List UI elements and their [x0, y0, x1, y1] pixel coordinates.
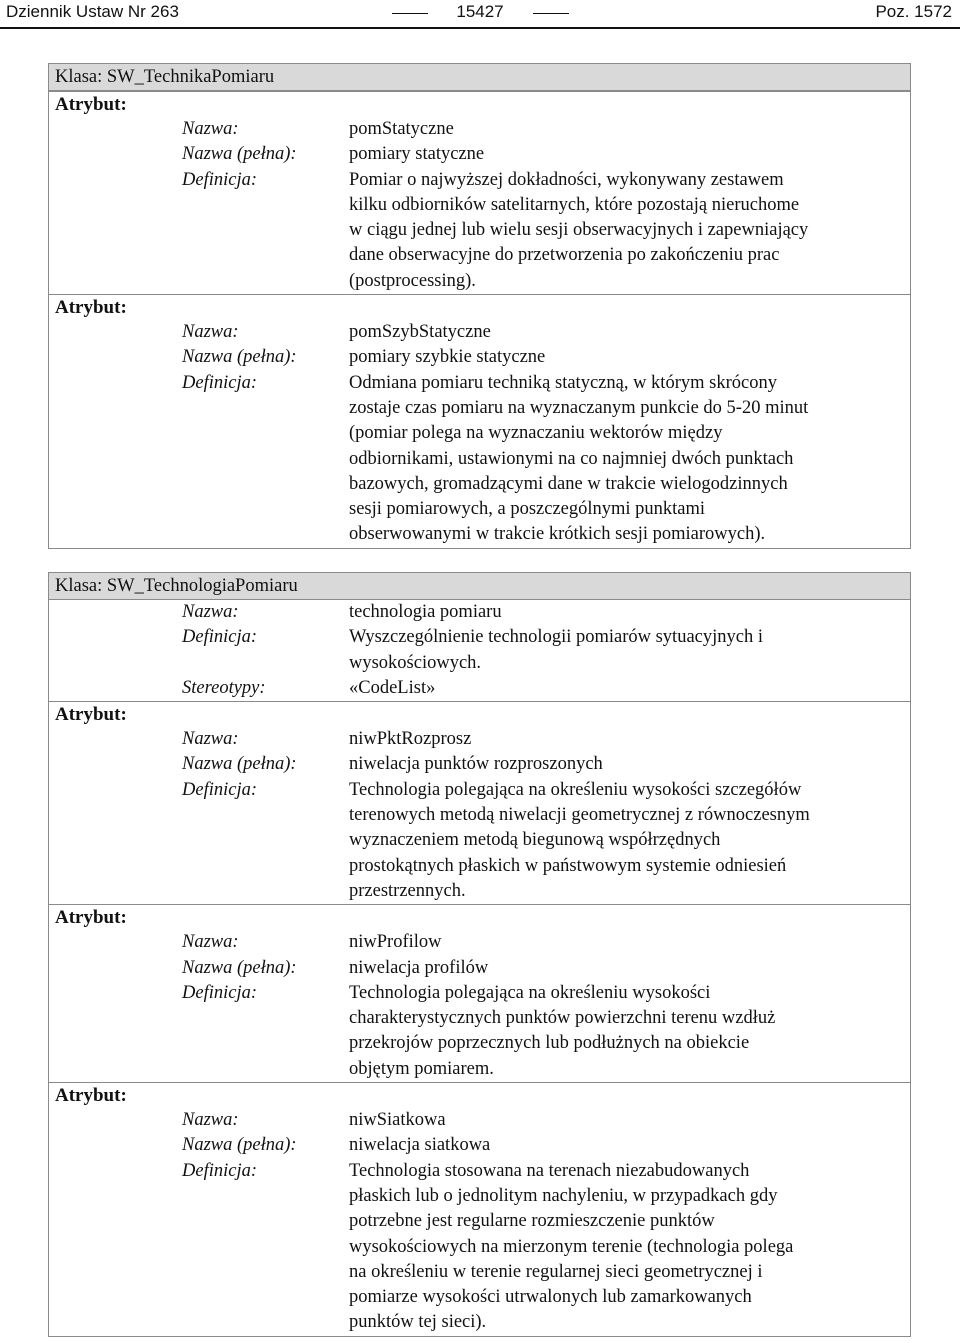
field-key: Nazwa (pełna): [182, 1135, 297, 1156]
field-value: niwelacja profilów [349, 957, 489, 978]
field-key: Stereotypy: [182, 677, 266, 698]
class-title: Klasa: SW_TechnologiaPomiaru [49, 573, 910, 600]
field-value: technologia pomiaru [349, 602, 502, 622]
attribute-fullname-row [49, 345, 910, 370]
field-value: niwelacja siatkowa [349, 1135, 491, 1156]
field-key: Nazwa: [182, 322, 239, 343]
page-number: 15427 [456, 2, 504, 21]
attribute-name-row [49, 727, 910, 752]
field-key: Definicja: [182, 982, 258, 1003]
field-key: Nazwa (pełna): [182, 754, 297, 775]
field-value: pomStatyczne [349, 119, 454, 139]
field-value: niwSiatkowa [349, 1110, 446, 1131]
definition-line: kilku odbiorników satelitarnych, które pozostają nieruchome [349, 194, 800, 215]
definition-line: punktów tej sieci). [349, 1312, 487, 1333]
field-key: Nazwa: [182, 932, 239, 953]
field-key: Definicja: [182, 1160, 258, 1181]
field-key: Nazwa (pełna): [182, 347, 297, 368]
attribute-definition-row [49, 981, 910, 1082]
header-rule [0, 27, 960, 29]
field-key: Nazwa: [182, 729, 239, 750]
field-key: Nazwa: [182, 602, 239, 622]
field-value: pomiary statyczne [349, 144, 485, 165]
attribute-name-row [49, 320, 910, 345]
attribute-fullname-row [49, 956, 910, 981]
definition-line: obserwowanymi w trakcie krótkich sesji pomiarowych). [349, 524, 766, 545]
definition-line: wyznaczeniem metodą biegunową współrzędnych [349, 830, 721, 851]
definition-line: charakterystycznych punktów powierzchni terenu wzdłuż [349, 1008, 776, 1029]
attribute-definition-row [49, 778, 910, 904]
definition-line: Technologia polegająca na określeniu wysokości szczegółów [349, 779, 802, 800]
class-block-technika-pomiaru [48, 63, 911, 549]
attribute-label: Atrybut: [55, 94, 127, 115]
attribute-name-row [49, 117, 910, 142]
definition-text [349, 1159, 904, 1336]
definition-line: Odmiana pomiaru techniką statyczną, w którym skrócony [349, 372, 777, 393]
class-title: Klasa: SW_TechnikaPomiaru [49, 64, 910, 91]
header-dash-right [533, 13, 569, 14]
attribute-definition-row [49, 1159, 910, 1336]
definition-line: odbiornikami, ustawionymi na co najmniej dwóch punktach [349, 448, 794, 469]
field-value: pomiary szybkie statyczne [349, 347, 546, 368]
field-key: Nazwa (pełna): [182, 957, 297, 978]
definition-line: pomiarze wysokości utrwalonych lub zamarkowanych [349, 1287, 752, 1308]
class-block-technologia-pomiaru [48, 572, 911, 1337]
attribute-fullname-row [49, 752, 910, 777]
definition-line: prostokątnych płaskich w państwowym systemie odniesień [349, 855, 787, 876]
header-dash-left [392, 13, 428, 14]
definition-text [349, 981, 904, 1082]
attribute-label: Atrybut: [55, 297, 127, 319]
definition-text [349, 625, 904, 676]
attribute-definition-row [49, 168, 910, 294]
definition-line: (pomiar polega na wyznaczaniu wektorów między [349, 423, 723, 444]
definition-line: bazowych, gromadzącymi dane w trakcie wielogodzinnych [349, 473, 788, 494]
class-name-row [49, 600, 910, 625]
definition-line: Wyszczególnienie technologii pomiarów sytuacyjnych i [349, 627, 763, 648]
class-definition-row [49, 625, 910, 676]
definition-line: zostaje czas pomiaru na wyznaczanym punkcie do 5-20 minut [349, 397, 809, 418]
page-header [0, 0, 960, 26]
definition-line: przestrzennych. [349, 880, 466, 901]
definition-line: terenowych metodą niwelacji geometrycznej z równoczesnym [349, 805, 810, 826]
attribute-definition-row [49, 371, 910, 548]
definition-line: potrzebne jest regularne rozmieszczenie punktów [349, 1211, 715, 1232]
position-number: Poz. 1572 [875, 2, 952, 21]
class-properties [49, 600, 910, 701]
attribute-block [49, 904, 910, 1082]
definition-text [349, 371, 904, 548]
definition-line: Pomiar o najwyższej dokładności, wykonywany zestawem [349, 169, 784, 190]
field-key: Definicja: [182, 627, 258, 648]
field-key: Nazwa (pełna): [182, 144, 297, 165]
definition-line: objętym pomiarem. [349, 1058, 494, 1079]
field-value: «CodeList» [349, 677, 436, 698]
attribute-fullname-row [49, 142, 910, 167]
attribute-block [49, 1082, 910, 1336]
field-value: niwelacja punktów rozproszonych [349, 754, 603, 775]
field-key: Definicja: [182, 169, 258, 190]
definition-line: dane obserwacyjne do przetworzenia po zakończeniu prac [349, 245, 780, 266]
attribute-label: Atrybut: [55, 907, 127, 929]
definition-line: (postprocessing). [349, 270, 476, 291]
journal-title: Dziennik Ustaw Nr 263 [6, 2, 179, 21]
definition-line: przekrojów poprzecznych lub podłużnych na obiekcie [349, 1033, 750, 1054]
attribute-label: Atrybut: [55, 704, 127, 726]
field-key: Nazwa: [182, 1110, 239, 1131]
attribute-block [49, 91, 910, 294]
definition-line: wysokościowych. [349, 652, 482, 673]
field-key: Definicja: [182, 779, 258, 800]
field-value: niwPktRozprosz [349, 729, 472, 750]
definition-text [349, 168, 904, 294]
definition-line: na określeniu w terenie regularnej sieci geometrycznej i [349, 1261, 763, 1282]
field-key: Definicja: [182, 372, 258, 393]
field-value: niwProfilow [349, 932, 442, 953]
definition-line: Technologia stosowana na terenach niezabudowanych [349, 1160, 750, 1181]
attribute-block [49, 294, 910, 548]
attribute-name-row [49, 1108, 910, 1133]
definition-line: w ciągu jednej lub wielu sesji obserwacyjnych i zapewniający [349, 220, 809, 241]
attribute-name-row [49, 930, 910, 955]
field-key: Nazwa: [182, 119, 239, 139]
definition-text [349, 778, 904, 904]
field-value: pomSzybStatyczne [349, 322, 491, 343]
definition-line: płaskich lub o jednolitym nachyleniu, w przypadkach gdy [349, 1185, 778, 1206]
attribute-label: Atrybut: [55, 1085, 127, 1107]
class-stereotype-row [49, 676, 910, 701]
definition-line: sesji pomiarowych, a poszczególnymi punktami [349, 499, 706, 520]
definition-line: wysokościowych na mierzonym terenie (technologia polega [349, 1236, 794, 1257]
definition-line: Technologia polegająca na określeniu wysokości [349, 982, 711, 1003]
attribute-block [49, 701, 910, 904]
attribute-fullname-row [49, 1133, 910, 1158]
